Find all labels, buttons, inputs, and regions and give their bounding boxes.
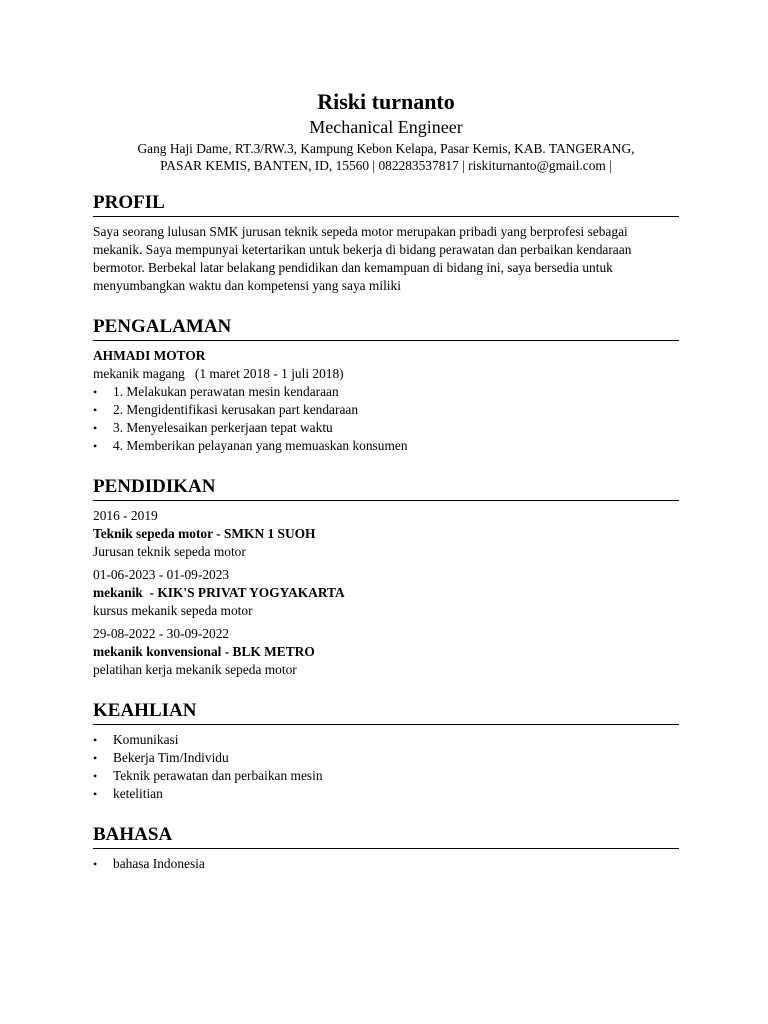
list-item xyxy=(93,419,679,437)
education-entry xyxy=(93,625,679,679)
bullet-icon: • xyxy=(93,733,98,747)
education-detail: pelatihan kerja mekanik sepeda motor xyxy=(93,662,297,677)
list-item xyxy=(93,383,679,401)
bullet-icon: • xyxy=(93,787,98,801)
section-title-keahlian: KEAHLIAN xyxy=(93,699,679,725)
experience-position: mekanik magang (1 maret 2018 - 1 juli 2018) xyxy=(93,366,344,381)
section-title-pengalaman: PENGALAMAN xyxy=(93,315,679,341)
list-item xyxy=(93,401,679,419)
education-program: Teknik sepeda motor - SMKN 1 SUOH xyxy=(93,526,316,541)
candidate-role: Mechanical Engineer xyxy=(309,117,463,137)
contact-line-1: Gang Haji Dame, RT.3/RW.3, Kampung Kebon Kelapa, Pasar Kemis, KAB. TANGERANG, xyxy=(137,141,635,156)
pengalaman-body xyxy=(93,341,679,455)
section-title-bahasa: BAHASA xyxy=(93,823,679,849)
experience-company: AHMADI MOTOR xyxy=(93,348,206,363)
experience-task-list xyxy=(93,383,679,455)
skill-text: Teknik perawatan dan perbaikan mesin xyxy=(113,768,323,783)
list-item xyxy=(93,785,679,803)
bullet-icon: • xyxy=(93,439,98,453)
education-dates: 29-08-2022 - 30-09-2022 xyxy=(93,626,230,641)
education-detail: kursus mekanik sepeda motor xyxy=(93,603,253,618)
list-item xyxy=(93,767,679,785)
bullet-icon: • xyxy=(93,385,98,399)
section-title-profil: PROFIL xyxy=(93,191,679,217)
task-text: 3. Menyelesaikan perkerjaan tepat waktu xyxy=(113,420,333,435)
list-item xyxy=(93,855,679,873)
bahasa-body xyxy=(93,849,679,873)
section-pendidikan xyxy=(93,475,679,679)
education-entry xyxy=(93,507,679,561)
profil-text: Saya seorang lulusan SMK jurusan teknik sepeda motor merupakan pribadi yang berprofesi sebagai mekanik. Saya mempunyai ketertarikan untuk bekerja di bidang perawatan dan perbaikan kendaraan bermotor. Berbekal latar belakang pendidikan dan kemampuan di bidang ini, saya bersedia untuk menyumbangkan waktu dan kompetensi yang saya miliki xyxy=(93,224,632,293)
resume-header xyxy=(93,88,679,174)
keahlian-body xyxy=(93,725,679,803)
section-bahasa xyxy=(93,823,679,873)
education-dates: 01-06-2023 - 01-09-2023 xyxy=(93,567,230,582)
bullet-icon: • xyxy=(93,857,98,871)
section-pengalaman xyxy=(93,315,679,455)
contact-line-2: PASAR KEMIS, BANTEN, ID, 15560 | 082283537817 | riskiturnanto@gmail.com | xyxy=(160,158,612,173)
education-detail: Jurusan teknik sepeda motor xyxy=(93,544,246,559)
education-entry xyxy=(93,566,679,620)
task-text: 4. Memberikan pelayanan yang memuaskan konsumen xyxy=(113,438,408,453)
task-text: 2. Mengidentifikasi kerusakan part kendaraan xyxy=(113,402,359,417)
bullet-icon: • xyxy=(93,751,98,765)
skill-text: ketelitian xyxy=(113,786,163,801)
education-program: mekanik konvensional - BLK METRO xyxy=(93,644,315,659)
list-item xyxy=(93,437,679,455)
language-text: bahasa Indonesia xyxy=(113,856,205,871)
section-title-pendidikan: PENDIDIKAN xyxy=(93,475,679,501)
skill-text: Bekerja Tim/Individu xyxy=(113,750,229,765)
pendidikan-body xyxy=(93,501,679,679)
bullet-icon: • xyxy=(93,403,98,417)
bullet-icon: • xyxy=(93,421,98,435)
candidate-name: Riski turnanto xyxy=(317,89,455,114)
profil-body xyxy=(93,217,679,295)
skills-list xyxy=(93,731,679,803)
list-item xyxy=(93,749,679,767)
skill-text: Komunikasi xyxy=(113,732,179,747)
education-program: mekanik - KIK'S PRIVAT YOGYAKARTA xyxy=(93,585,345,600)
task-text: 1. Melakukan perawatan mesin kendaraan xyxy=(113,384,339,399)
section-profil xyxy=(93,191,679,295)
list-item xyxy=(93,731,679,749)
section-keahlian xyxy=(93,699,679,803)
bullet-icon: • xyxy=(93,769,98,783)
language-list xyxy=(93,855,679,873)
education-dates: 2016 - 2019 xyxy=(93,508,158,523)
